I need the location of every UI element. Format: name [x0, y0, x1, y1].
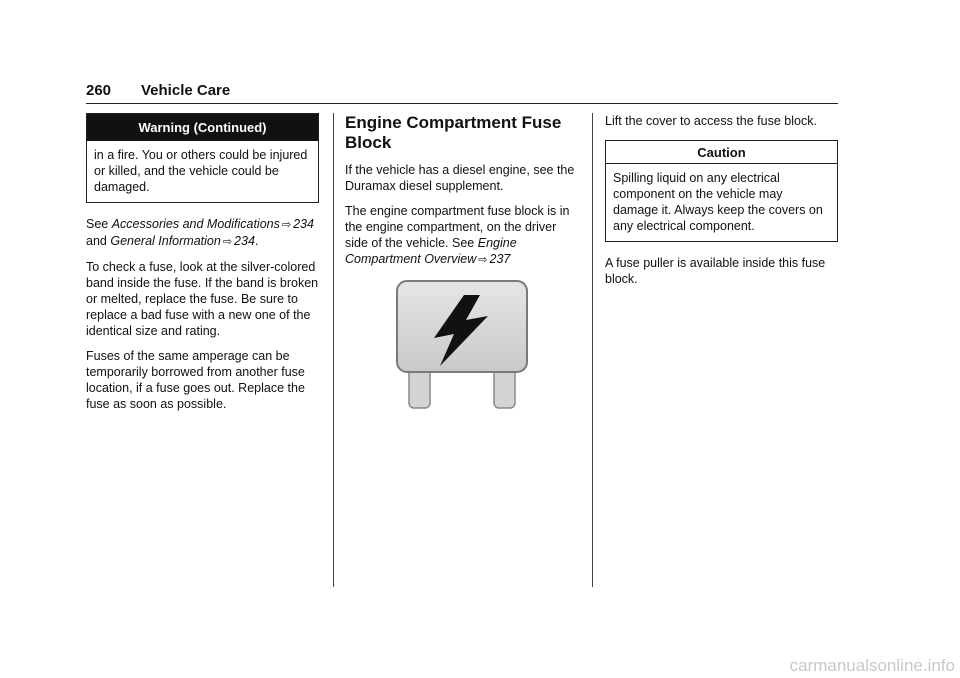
paragraph-borrow-fuse: Fuses of the same amperage can be temporarily borrowed from another fuse location, if a fuse goes out. Replace the fuse as soon as possible.: [86, 349, 305, 411]
caution-box: [605, 140, 838, 242]
page-ref-arrow-icon: ⇨: [222, 236, 233, 248]
see-prefix: See: [86, 217, 112, 231]
warning-title: Warning (Continued): [87, 114, 318, 141]
column-divider-left: [333, 113, 334, 587]
see-references: [86, 216, 319, 250]
column-left: [86, 113, 319, 421]
page-ref-arrow-icon: ⇨: [281, 219, 292, 231]
caution-text: Spilling liquid on any electrical component on the vehicle may damage it. Always keep the covers on any electrical component.: [613, 171, 823, 233]
watermark: carmanualsonline.info: [789, 656, 955, 675]
paragraph-fuse-puller: A fuse puller is available inside this fuse block.: [605, 256, 826, 286]
column-right: [605, 113, 838, 296]
paragraph-location: [345, 203, 581, 268]
paragraph-check-fuse: To check a fuse, look at the silver-colored band inside the fuse. If the band is broken or melted, replace the fuse. Be sure to replace a bad fuse with a new one of the identical size and rating.: [86, 260, 319, 338]
header-divider: [86, 103, 838, 104]
period: .: [254, 234, 259, 248]
paragraph-lift-cover: Lift the cover to access the fuse block.: [605, 114, 817, 128]
link-page-234-a[interactable]: 234: [293, 217, 314, 231]
page-header: [86, 82, 838, 104]
link-general-information[interactable]: General Information: [110, 234, 221, 248]
and-text: and: [86, 234, 111, 248]
column-divider-right: [592, 113, 593, 587]
fuse-lightning-icon: [396, 280, 528, 410]
column-middle: [345, 113, 581, 277]
section-title: Vehicle Care: [141, 82, 231, 99]
caution-title: Caution: [606, 141, 837, 164]
warning-text: in a fire. You or others could be injured or killed, and the vehicle could be damaged.: [94, 148, 308, 194]
link-page-234-b[interactable]: 234: [234, 234, 255, 248]
link-accessories-modifications[interactable]: Accessories and Modifications: [111, 217, 280, 231]
warning-box: [86, 113, 319, 203]
link-page-237[interactable]: 237: [489, 252, 511, 266]
paragraph-diesel: If the vehicle has a diesel engine, see the Duramax diesel supplement.: [345, 163, 575, 193]
location-text: The engine compartment fuse block is in the engine compartment, on the driver side of the vehicle. See: [345, 204, 570, 250]
heading-engine-fuse-block: Engine Compartment Fuse Block: [345, 113, 562, 152]
page-ref-arrow-icon: ⇨: [478, 254, 488, 266]
link-engine-compartment-overview[interactable]: Engine Compartment Overview: [345, 236, 517, 266]
page-number: 260: [86, 82, 112, 99]
